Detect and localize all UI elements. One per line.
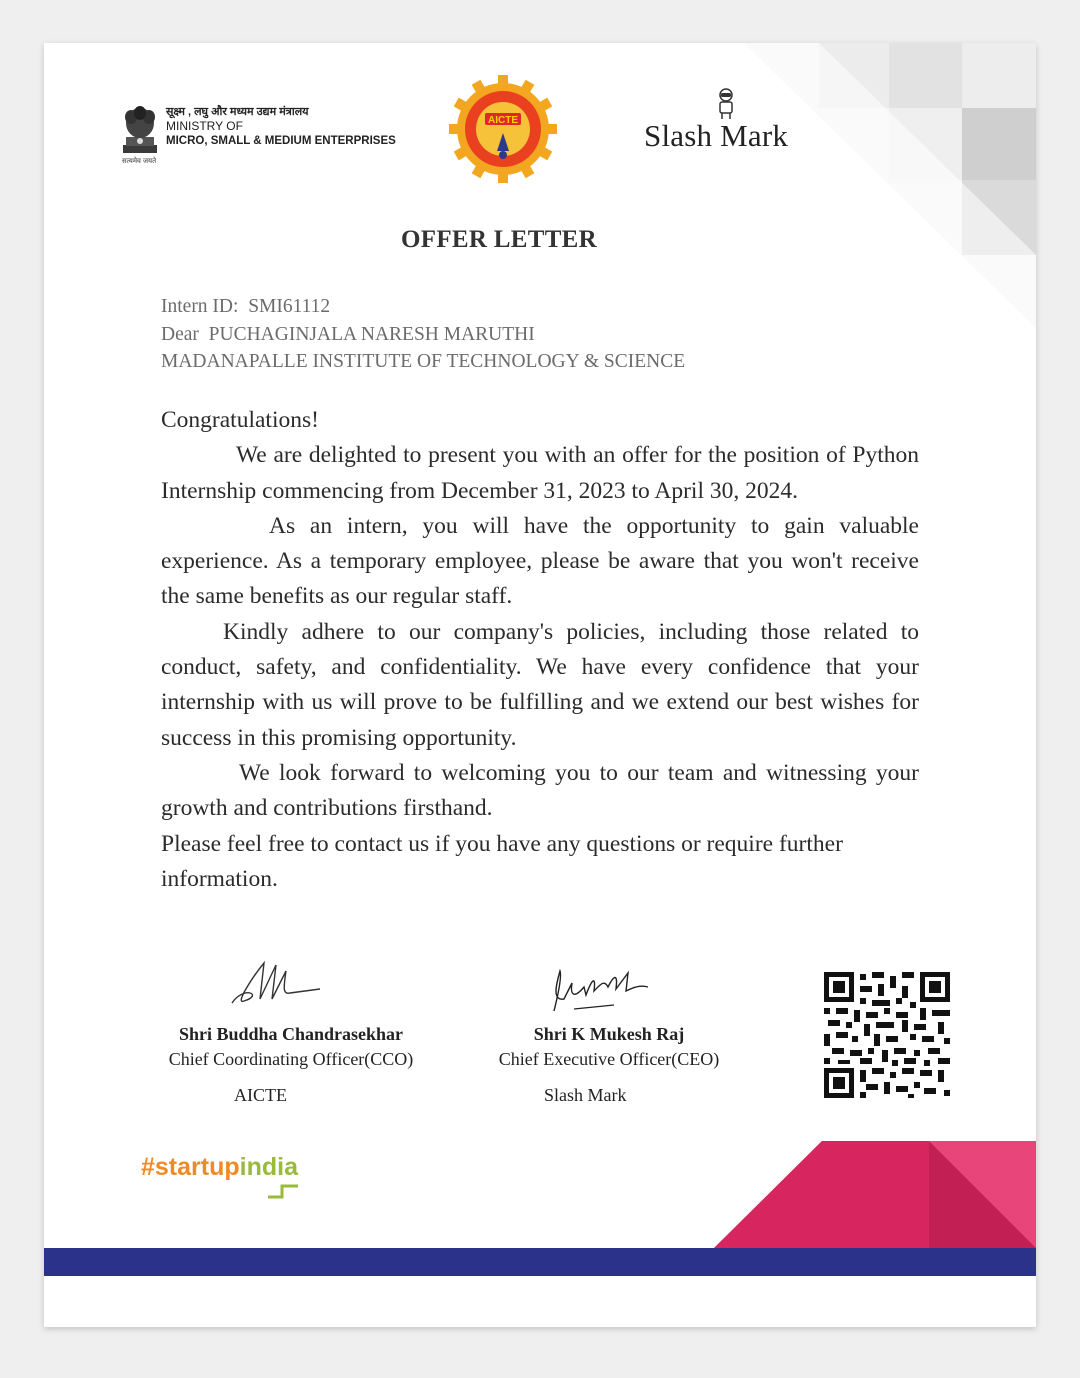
paragraph-intern-benefits: As an intern, you will have the opportunity to gain valuable experience. As a temporary employee, please be aware that you won't receive the same benefits as our regular staff. [161,512,919,610]
aicte-logo [449,75,557,183]
dear-line [161,321,685,349]
corner-decoration-top [744,43,1036,333]
offer-letter-page [44,43,1036,1327]
intern-id-value: SMI61112 [248,296,331,317]
dear-label: Dear [161,323,199,345]
paragraph-welcome: We look forward to welcoming you to our team and witnessing your growth and contributions firsthand. [161,759,919,822]
msme-title: MICRO, SMALL & MEDIUM ENTERPRISES [166,135,396,147]
greeting: Congratulations! [161,407,319,433]
startup-india-word: india [239,1153,298,1181]
slash-mark-logo [641,88,811,153]
recipient-institution: MADANAPALLE INSTITUTE OF TECHNOLOGY & SCIENCE [161,351,686,372]
startup-india-step-icon [266,1182,300,1200]
signatory-cco [156,1024,426,1105]
signatory-ceo [484,1024,734,1105]
page-title: OFFER LETTER [401,226,597,253]
qr-code-icon [824,972,950,1098]
signatory-name: Shri K Mukesh Raj [533,1024,685,1044]
recipient-details [161,293,685,376]
msme-ministry-of: MINISTRY OF [166,119,243,133]
msme-hindi-text: सूक्ष्म , लघु और मध्यम उद्यम मंत्रालय [166,106,309,118]
signatory-role: Chief Coordinating Officer(CCO) [168,1049,414,1069]
aicte-badge-text: AICTE [488,115,518,126]
emblem-motto: सत्यमेव जयते [122,158,157,165]
letter-body [161,403,919,897]
corner-decoration-bottom [714,1141,1036,1249]
signature-ceo-image [544,965,654,1017]
footer-bar [44,1248,1036,1276]
intern-id-line [161,293,685,321]
signature-cco-image [224,955,324,1011]
signatory-org: Slash Mark [544,1085,627,1105]
intern-id-label: Intern ID: [161,296,239,317]
company-name: Slash Mark [644,118,789,153]
paragraph-policies: Kindly adhere to our company's policies, including those related to conduct, safety, and confidentiality. We have every confidence that your internship with us will prove to be fulfilling and we extend our best wishes for success in this promising opportunity. [161,618,919,751]
msme-logo [120,103,420,167]
startup-india-hash: #startup [141,1153,240,1181]
signatory-name: Shri Buddha Chandrasekhar [178,1024,404,1044]
startup-india-logo [141,1153,298,1182]
recipient-name: PUCHAGINJALA NARESH MARUTHI [208,323,535,345]
signatory-org: AICTE [234,1085,287,1105]
paragraph-offer: We are delighted to present you with an offer for the position of Python Internship commencing from December 31, 2023 to April 30, 2024. [161,442,919,504]
national-emblem-icon [120,103,160,157]
paragraph-contact: Please feel free to contact us if you have any questions or require further information. [161,830,843,892]
robot-mascot-icon [714,88,738,120]
signatory-role: Chief Executive Officer(CEO) [498,1049,720,1069]
